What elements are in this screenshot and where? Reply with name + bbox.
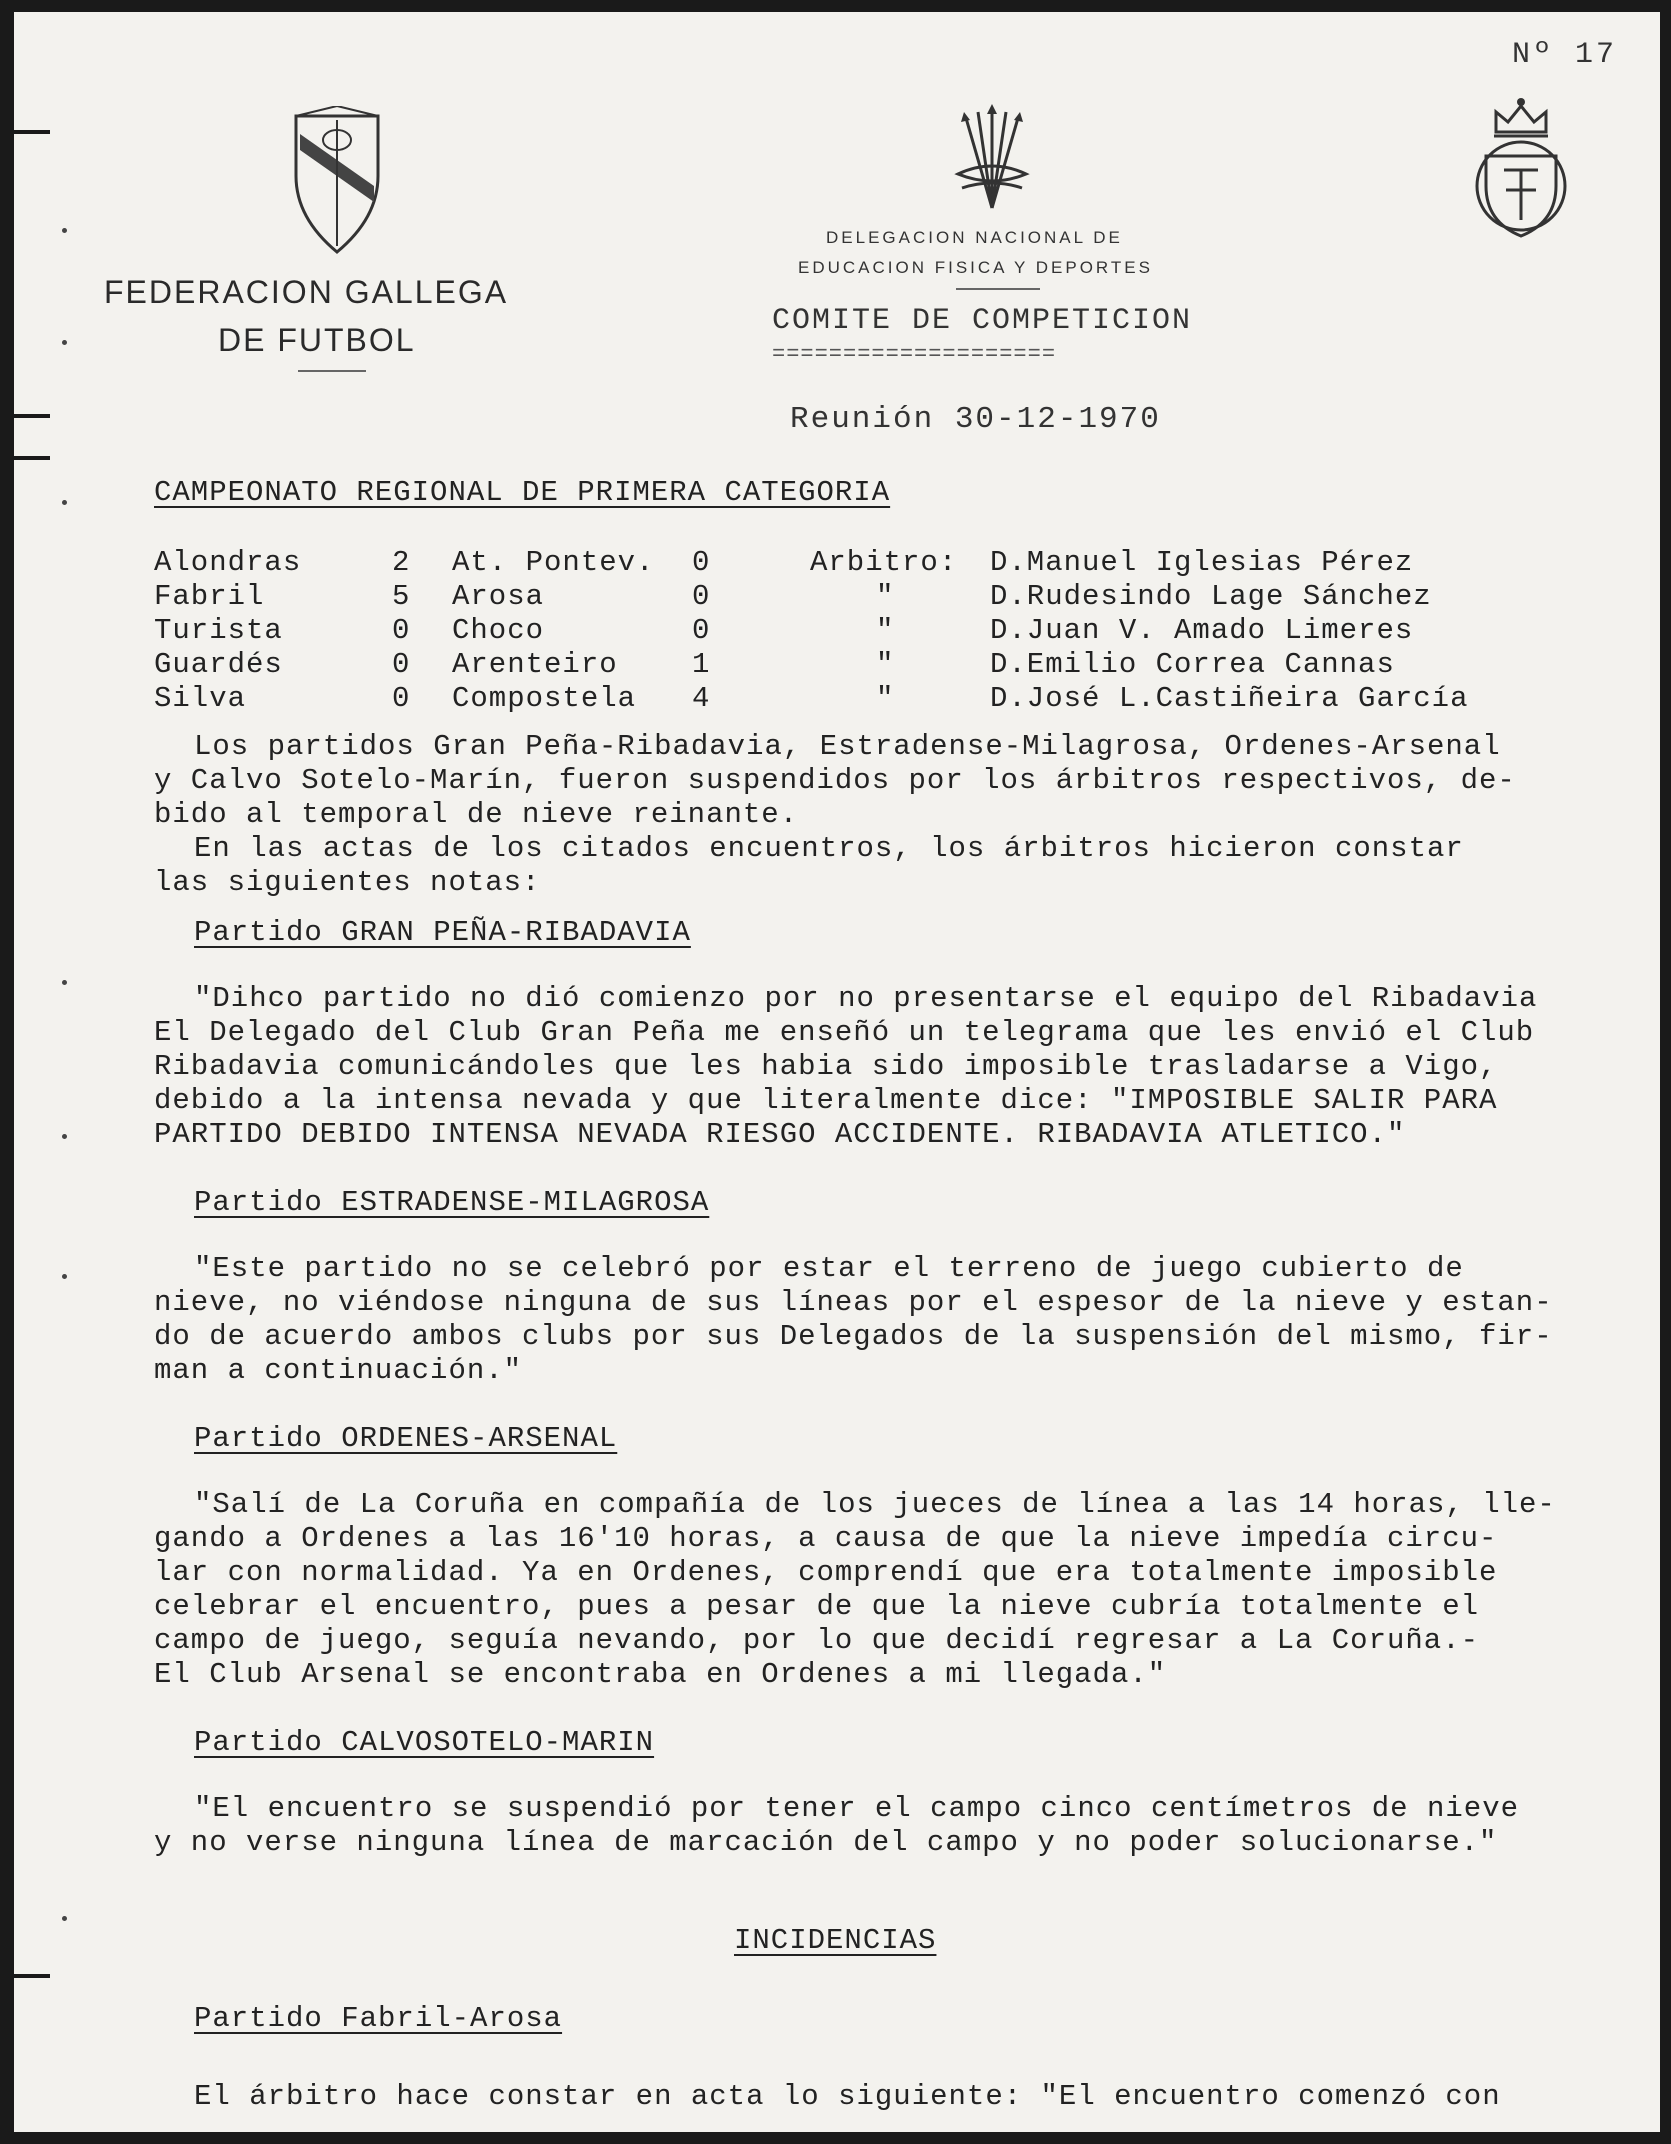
- body-line: celebrar el encuentro, pues a pesar de que la nieve cubría totalmente el: [154, 1590, 1480, 1623]
- body-line: "Dihco partido no dió comienzo por no presentarse el equipo del Ribadavia: [194, 982, 1538, 1015]
- body-line: nieve, no viéndose ninguna de sus líneas por el espesor de la nieve y estan-: [154, 1286, 1553, 1319]
- body-line: Los partidos Gran Peña-Ribadavia, Estradense-Milagrosa, Ordenes-Arsenal: [194, 730, 1501, 763]
- referee-label: Arbitro:: [810, 546, 958, 579]
- home-team: Silva: [154, 682, 247, 715]
- binder-dot: [62, 1274, 67, 1279]
- away-score: 0: [692, 580, 711, 613]
- binder-mark: [14, 130, 50, 134]
- referee-name: D.Manuel Iglesias Pérez: [990, 546, 1414, 579]
- delegation-line2: EDUCACION FISICA Y DEPORTES: [798, 258, 1153, 277]
- match-heading: Partido GRAN PEÑA-RIBADAVIA: [194, 916, 691, 949]
- body-line: las siguientes notas:: [154, 866, 541, 899]
- binder-dot: [62, 1916, 67, 1921]
- binder-mark: [14, 1974, 50, 1978]
- federation-name-line1: FEDERACION GALLEGA: [104, 274, 509, 310]
- body-line: do de acuerdo ambos clubs por sus Delegados de la suspensión del mismo, fir-: [154, 1320, 1553, 1353]
- divider: [956, 288, 1040, 290]
- match-heading: Partido Fabril-Arosa: [194, 2002, 563, 2035]
- match-heading: Partido ORDENES-ARSENAL: [194, 1422, 618, 1455]
- body-line: Ribadavia comunicándoles que les habia sido imposible trasladarse a Vigo,: [154, 1050, 1498, 1083]
- match-heading: Partido ESTRADENSE-MILAGROSA: [194, 1186, 710, 1219]
- committee-underline: ====================: [772, 342, 1057, 367]
- binder-dot: [62, 980, 67, 985]
- body-line: El Club Arsenal se encontraba en Ordenes a mi llegada.": [154, 1658, 1167, 1691]
- body-line: "Salí de La Coruña en compañía de los jueces de línea a las 14 horas, lle-: [194, 1488, 1556, 1521]
- body-line: "Este partido no se celebró por estar el terreno de juego cubierto de: [194, 1252, 1464, 1285]
- away-team: Arosa: [452, 580, 545, 613]
- body-line: man a continuación.": [154, 1354, 523, 1387]
- referee-label: ": [876, 648, 895, 681]
- federation-shield-icon: [290, 106, 384, 256]
- body-line: y no verse ninguna línea de marcación del campo y no poder solucionarse.": [154, 1826, 1498, 1859]
- away-team: Arenteiro: [452, 648, 618, 681]
- away-team: Compostela: [452, 682, 637, 715]
- meeting-date: Reunión 30-12-1970: [790, 402, 1161, 437]
- home-team: Guardés: [154, 648, 283, 681]
- home-score: 2: [392, 546, 411, 579]
- away-team: Choco: [452, 614, 545, 647]
- body-line: gando a Ordenes a las 16'10 horas, a causa de que la nieve impedía circu-: [154, 1522, 1498, 1555]
- championship-title: CAMPEONATO REGIONAL DE PRIMERA CATEGORIA: [154, 476, 891, 509]
- federation-name-line2: DE FUTBOL: [218, 322, 416, 358]
- referee-label: ": [876, 682, 895, 715]
- body-line: "El encuentro se suspendió por tener el campo cinco centímetros de nieve: [194, 1792, 1520, 1825]
- document-page: [14, 12, 1660, 2132]
- body-line: El Delegado del Club Gran Peña me enseñó un telegrama que les envió el Club: [154, 1016, 1535, 1049]
- match-heading: Partido CALVOSOTELO-MARIN: [194, 1726, 655, 1759]
- referee-name: D.Juan V. Amado Limeres: [990, 614, 1414, 647]
- home-score: 0: [392, 648, 411, 681]
- delegation-line1: DELEGACION NACIONAL DE: [826, 228, 1123, 247]
- body-line: y Calvo Sotelo-Marín, fueron suspendidos por los árbitros respectivos, de-: [154, 764, 1516, 797]
- body-line: lar con normalidad. Ya en Ordenes, comprendí que era totalmente imposible: [154, 1556, 1498, 1589]
- body-line: El árbitro hace constar en acta lo siguiente: "El encuentro comenzó con: [194, 2080, 1501, 2113]
- referee-name: D.Emilio Correa Cannas: [990, 648, 1395, 681]
- binder-dot: [62, 1134, 67, 1139]
- referee-label: ": [876, 614, 895, 647]
- referee-name: D.Rudesindo Lage Sánchez: [990, 580, 1432, 613]
- incidents-title: INCIDENCIAS: [734, 1924, 937, 1957]
- body-line: bido al temporal de nieve reinante.: [154, 798, 799, 831]
- body-line: debido a la intensa nevada y que literalmente dice: "IMPOSIBLE SALIR PARA: [154, 1084, 1498, 1117]
- home-score: 0: [392, 682, 411, 715]
- away-score: 1: [692, 648, 711, 681]
- binder-dot: [62, 500, 67, 505]
- binder-mark: [14, 414, 50, 418]
- divider: [298, 370, 366, 372]
- away-score: 0: [692, 614, 711, 647]
- binder-dot: [62, 340, 67, 345]
- crowned-shield-icon: [1466, 94, 1576, 242]
- document-number: Nº 17: [1512, 38, 1618, 72]
- committee-title: COMITE DE COMPETICION: [772, 304, 1193, 338]
- home-team: Fabril: [154, 580, 265, 613]
- binder-dot: [62, 228, 67, 233]
- home-team: Turista: [154, 614, 283, 647]
- away-score: 0: [692, 546, 711, 579]
- binder-mark: [14, 456, 50, 460]
- referee-label: ": [876, 580, 895, 613]
- away-team: At. Pontev.: [452, 546, 655, 579]
- home-score: 5: [392, 580, 411, 613]
- body-line: campo de juego, seguía nevando, por lo que decidí regresar a La Coruña.-: [154, 1624, 1480, 1657]
- away-score: 4: [692, 682, 711, 715]
- yoke-arrows-icon: [952, 104, 1032, 214]
- body-line: En las actas de los citados encuentros, los árbitros hicieron constar: [194, 832, 1464, 865]
- referee-name: D.José L.Castiñeira García: [990, 682, 1469, 715]
- home-score: 0: [392, 614, 411, 647]
- body-line: PARTIDO DEBIDO INTENSA NEVADA RIESGO ACCIDENTE. RIBADAVIA ATLETICO.": [154, 1118, 1406, 1151]
- home-team: Alondras: [154, 546, 302, 579]
